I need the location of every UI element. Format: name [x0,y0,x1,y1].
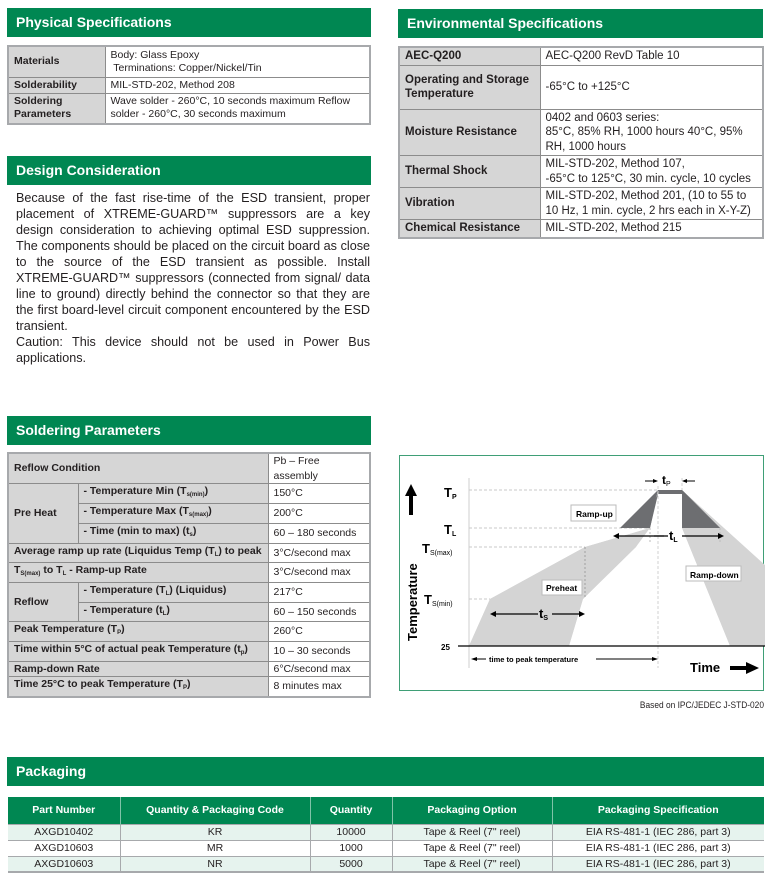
row-label [78,602,268,622]
row-label: Reflow Condition [8,453,268,484]
value-line: Wave solder - 260°C, 10 seconds maximum Reflow [110,95,351,108]
label-suffix: ) to peak [218,544,262,557]
table-row [8,824,764,840]
row-label [8,93,105,124]
quantity-cell: 10000 [310,824,392,840]
row-label [8,642,268,662]
label-text: Peak Temperature (T [14,623,118,636]
row-value: 260°C [268,622,370,642]
table-row [399,109,763,156]
label-line: Soldering [14,95,63,108]
label-text: - Temperature (T [83,583,166,596]
physical-specifications-header: Physical Specifications [7,8,371,37]
value-line: MIL-STD-202, Method 107, [545,158,685,170]
label-suffix: ) [121,623,125,636]
label-text: - Temperature Min (T [83,485,187,498]
value-line: RH, 1000 hours [545,140,627,153]
table-row [8,543,370,563]
packaging-table [8,797,764,873]
tp-arrowhead-left [653,479,658,483]
value-line: 0402 and 0603 series: [545,111,660,124]
table-row [8,856,764,872]
row-label: Solderability [8,77,105,93]
row-value: AEC-Q200 RevD Table 10 [540,47,763,65]
label-subscript: L [162,610,167,617]
tp-label [662,473,671,488]
soldering-parameters-table [7,452,371,698]
label-text: - Temperature (t [83,603,163,616]
value-line: Terminations: Copper/Nickel/Tin [110,61,262,74]
ramp-up-label: Ramp-up [576,509,613,519]
label-suffix: ) [244,643,248,656]
table-row [8,563,370,583]
table-row [8,622,370,642]
time-to-peak-arrowhead-right [652,657,658,661]
design-consideration-text [16,190,370,366]
row-value: MIL-STD-202, Method 208 [105,77,370,93]
ts-sub: S [543,615,549,622]
label-suffix: ) [192,524,197,537]
label-text: Average ramp up rate (Liquidus Temp (T [14,544,215,557]
row-label: Vibration [399,188,540,220]
row-label: Thermal Shock [399,156,540,188]
row-label [78,582,268,602]
row-value [540,188,763,220]
time-arrow-icon [746,662,759,674]
environmental-specifications-header: Environmental Specifications [398,9,763,38]
tp-label-sub: P [666,481,671,488]
row-label [78,484,268,504]
row-label [78,504,268,524]
group-label: Reflow [8,582,78,621]
caution-paragraph: Caution: This device should not be used in Power Bus applications. [16,335,370,365]
quantity-cell: 1000 [310,840,392,856]
value-line: -65°C to 125°C, 30 min. cycle, 10 cycles [545,172,751,185]
row-value: 150°C [268,484,370,504]
label-text: to T [40,564,63,577]
temperature-arrow-shaft [409,495,413,515]
row-value [105,46,370,77]
row-value [540,109,763,156]
environmental-specifications-table [398,46,764,239]
label-text: T [14,564,21,577]
row-value: 3°C/second max [268,543,370,563]
table-row [8,840,764,856]
label-subscript: p [240,650,245,657]
column-header: Packaging Option [392,797,552,824]
base-level-label: 25 [441,643,450,652]
row-value: 3°C/second max [268,563,370,583]
row-value: MIL-STD-202, Method 215 [540,220,763,238]
row-value [540,156,763,188]
tl-main: T [444,522,452,537]
label-subscript: P [117,630,122,637]
label-text: Time 25°C to peak Temperature (T [14,678,183,691]
tsmax-level-label [422,541,453,557]
label-text: Time within 5°C of actual peak Temperature (t [14,643,241,656]
label-suffix: - Ramp-up Rate [66,564,147,577]
row-value [105,93,370,124]
packaging-code-cell: MR [120,840,310,856]
packaging-code-cell: KR [120,824,310,840]
tp-main: T [444,485,452,500]
row-label [8,563,268,583]
tp-label-main: t [662,473,666,487]
label-suffix: ) (Liquidus) [169,583,227,596]
table-row [399,220,763,238]
label-subscript: s(min) [186,492,205,499]
row-value: Pb – Free assembly [268,453,370,484]
column-header: Packaging Specification [552,797,764,824]
label-subscript: s [189,531,193,538]
row-label: Materials [8,46,105,77]
packaging-header: Packaging [7,757,764,786]
reflow-profile-svg [400,456,765,692]
value-line: solder - 260°C, 30 seconds maximum [110,108,286,121]
packaging-option-cell: Tape & Reel (7" reel) [392,840,552,856]
row-value: 10 – 30 seconds [268,642,370,662]
time-to-peak-label [489,655,578,664]
value-line: 85°C, 85% RH, 1000 hours 40°C, 95% [545,126,743,138]
tsmax-main: T [422,541,430,556]
table-header-row [8,797,764,824]
label-suffix: ) [186,678,191,691]
table-row [8,93,370,124]
soldering-parameters-header: Soldering Parameters [7,416,371,445]
table-row [399,65,763,109]
design-consideration-header: Design Consideration [7,156,371,185]
tsmax-sub: S(max) [429,550,453,557]
value-line: 10 Hz, 1 min. cycle, 2 hrs each in X-Y-Z) [545,204,751,217]
part-number-cell: AXGD10603 [8,840,120,856]
table-row [399,156,763,188]
tl-label-main: t [669,528,674,543]
label-subscript: L [62,571,67,578]
row-label: AEC-Q200 [399,47,540,65]
row-label: Ramp-down Rate [8,661,268,677]
label-suffix: ) [208,505,212,518]
time-to-peak-arrowhead-left [471,657,477,661]
row-value: 8 minutes max [268,677,370,697]
label-subscript: s(max) [188,512,209,519]
value-line: MIL-STD-202, Method 201, (10 to 55 to [545,190,747,202]
tp-level-label [444,485,457,501]
row-label [8,543,268,563]
time-arrow-shaft [730,666,748,670]
row-label [78,523,268,543]
packaging-code-cell: NR [120,856,310,872]
row-label [399,65,540,109]
label-subscript: P [182,685,187,692]
label-subscript: L [165,590,170,597]
label-line: Operating and Storage [405,73,529,86]
packaging-spec-cell: EIA RS-481-1 (IEC 286, part 3) [552,824,764,840]
time-axis-label: Time [690,660,721,675]
tsmin-sub: S(min) [431,601,453,608]
column-header: Quantity & Packaging Code [120,797,310,824]
table-row [8,46,370,77]
part-number-cell: AXGD10603 [8,856,120,872]
packaging-spec-cell: EIA RS-481-1 (IEC 286, part 3) [552,856,764,872]
table-row [8,642,370,662]
value-line: Body: Glass Epoxy [110,48,200,61]
table-row [8,77,370,93]
tl-level-label [444,522,457,538]
tl-sub: L [451,531,457,538]
packaging-spec-cell: EIA RS-481-1 (IEC 286, part 3) [552,840,764,856]
tp-sub: P [451,494,457,501]
tl-label-sub: L [673,537,678,544]
group-label: Pre Heat [8,484,78,543]
row-value: 200°C [268,504,370,524]
peak-top [658,490,682,494]
column-header: Quantity [310,797,392,824]
design-paragraph: Because of the fast rise-time of the ESD transient, proper placement of XTREME-GUARD™ suppressors are a key design consideration to achieving optimal ESD suppression. The components should be placed on the circuit board as close to the source of the ESD transient as possible. Install XTREME-GUARD™ suppressors (connected from signal/ data line to ground) directly behind the connector so that they are the first board-level circuit component encountered by the ESD transient. [16,191,370,333]
label-subscript: S(max) [20,571,41,578]
row-value: -65°C to +125°C [540,65,763,109]
row-value: 60 – 150 seconds [268,602,370,622]
label-suffix: ) [166,603,170,616]
row-label: Chemical Resistance [399,220,540,238]
table-row [8,677,370,697]
temperature-axis-label: Temperature [405,563,420,641]
label-subscript: L [214,551,219,558]
row-label [8,677,268,697]
profile-caption: Based on IPC/JEDEC J-STD-020 [639,700,764,711]
part-number-cell: AXGD10402 [8,824,120,840]
packaging-option-cell: Tape & Reel (7" reel) [392,856,552,872]
physical-specifications-table [7,45,371,125]
table-row [8,582,370,602]
packaging-option-cell: Tape & Reel (7" reel) [392,824,552,840]
table-row [8,484,370,504]
temperature-arrow-icon [405,484,417,496]
row-value: 60 – 180 seconds [268,523,370,543]
preheat-label: Preheat [546,583,578,593]
tp-arrowhead-right [682,479,687,483]
tsmin-level-label [424,592,453,608]
table-row [399,47,763,65]
label-suffix: ) [204,485,209,498]
tsmin-main: T [424,592,432,607]
ramp-down-label: Ramp-down [690,570,739,580]
row-label: Moisture Resistance [399,109,540,156]
row-value: 217°C [268,582,370,602]
table-row [8,453,370,484]
label-line: Temperature [405,88,474,100]
time-to-peak-text: time to peak temperature [489,655,579,664]
reflow-profile-diagram [399,455,764,691]
ts-main: t [539,606,544,621]
quantity-cell: 5000 [310,856,392,872]
row-label [8,622,268,642]
table-row [399,188,763,220]
label-text: - Time (min to max) (t [83,524,190,537]
column-header: Part Number [8,797,120,824]
table-row [8,661,370,677]
label-text: - Temperature Max (T [83,505,189,518]
label-line: Parameters [14,108,72,121]
row-value: 6°C/second max [268,661,370,677]
